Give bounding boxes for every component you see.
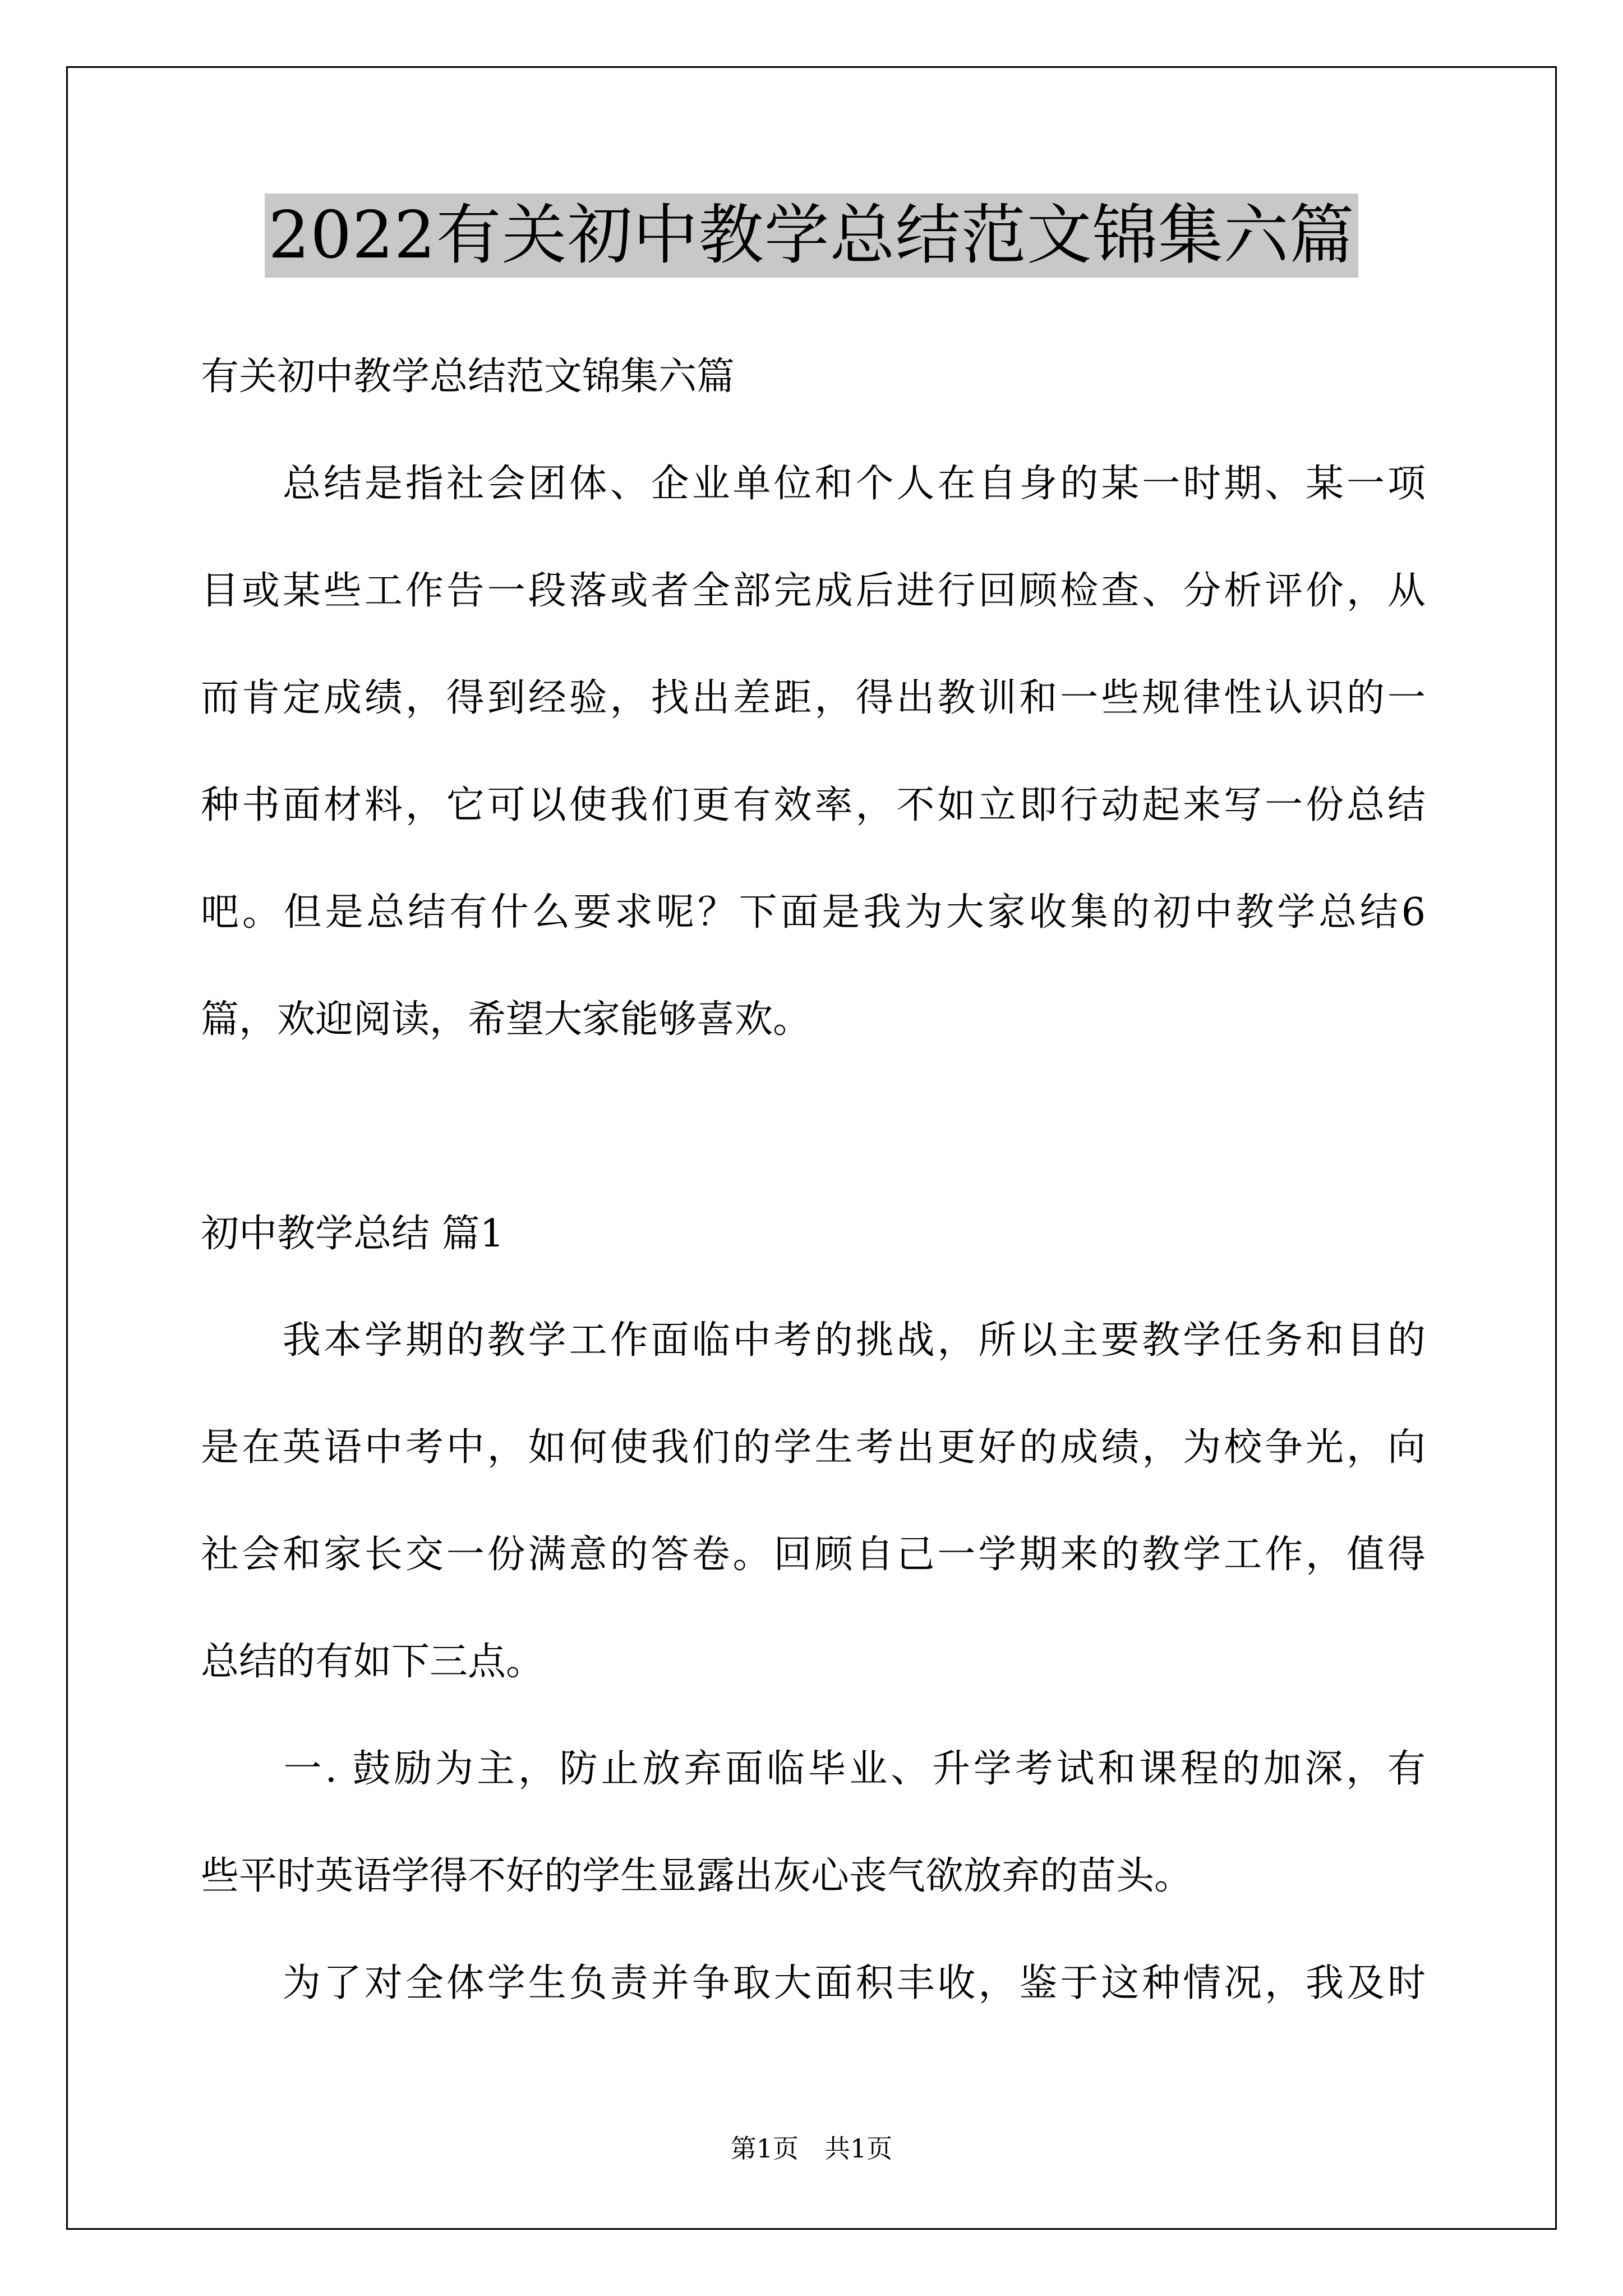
intro-line: 吧。但是总结有什么要求呢？下面是我为大家收集的初中教学总结6	[201, 890, 1426, 935]
section-line: 我本学期的教学工作面临中考的挑战，所以主要教学任务和目的	[201, 1318, 1426, 1363]
section-line: 一. 鼓励为主，防止放弃面临毕业、升学考试和课程的加深，有	[201, 1747, 1426, 1791]
section-heading: 初中教学总结 篇1	[201, 1212, 504, 1256]
intro-line: 而肯定成绩，得到经验，找出差距，得出教训和一些规律性认识的一	[201, 676, 1426, 720]
page-footer: 第1页 共1页	[730, 2133, 893, 2164]
title-container	[0, 194, 1623, 278]
document-title: 2022有关初中教学总结范文锦集六篇	[265, 194, 1358, 278]
intro-line: 篇，欢迎阅读，希望大家能够喜欢。	[201, 997, 811, 1042]
section-line: 社会和家长交一份满意的答卷。回顾自己一学期来的教学工作，值得	[201, 1533, 1426, 1577]
subtitle: 有关初中教学总结范文锦集六篇	[201, 355, 735, 399]
intro-line: 目或某些工作告一段落或者全部完成后进行回顾检查、分析评价，从	[201, 569, 1426, 613]
intro-line: 种书面材料，它可以使我们更有效率，不如立即行动起来写一份总结	[201, 783, 1426, 827]
section-line: 些平时英语学得不好的学生显露出灰心丧气欲放弃的苗头。	[201, 1854, 1193, 1898]
section-line: 为了对全体学生负责并争取大面积丰收，鉴于这种情况，我及时	[201, 1961, 1426, 2005]
section-line: 是在英语中考中，如何使我们的学生考出更好的成绩，为校争光，向	[201, 1425, 1426, 1470]
section-line: 总结的有如下三点。	[201, 1640, 545, 1684]
intro-line: 总结是指社会团体、企业单位和个人在自身的某一时期、某一项	[201, 462, 1426, 506]
